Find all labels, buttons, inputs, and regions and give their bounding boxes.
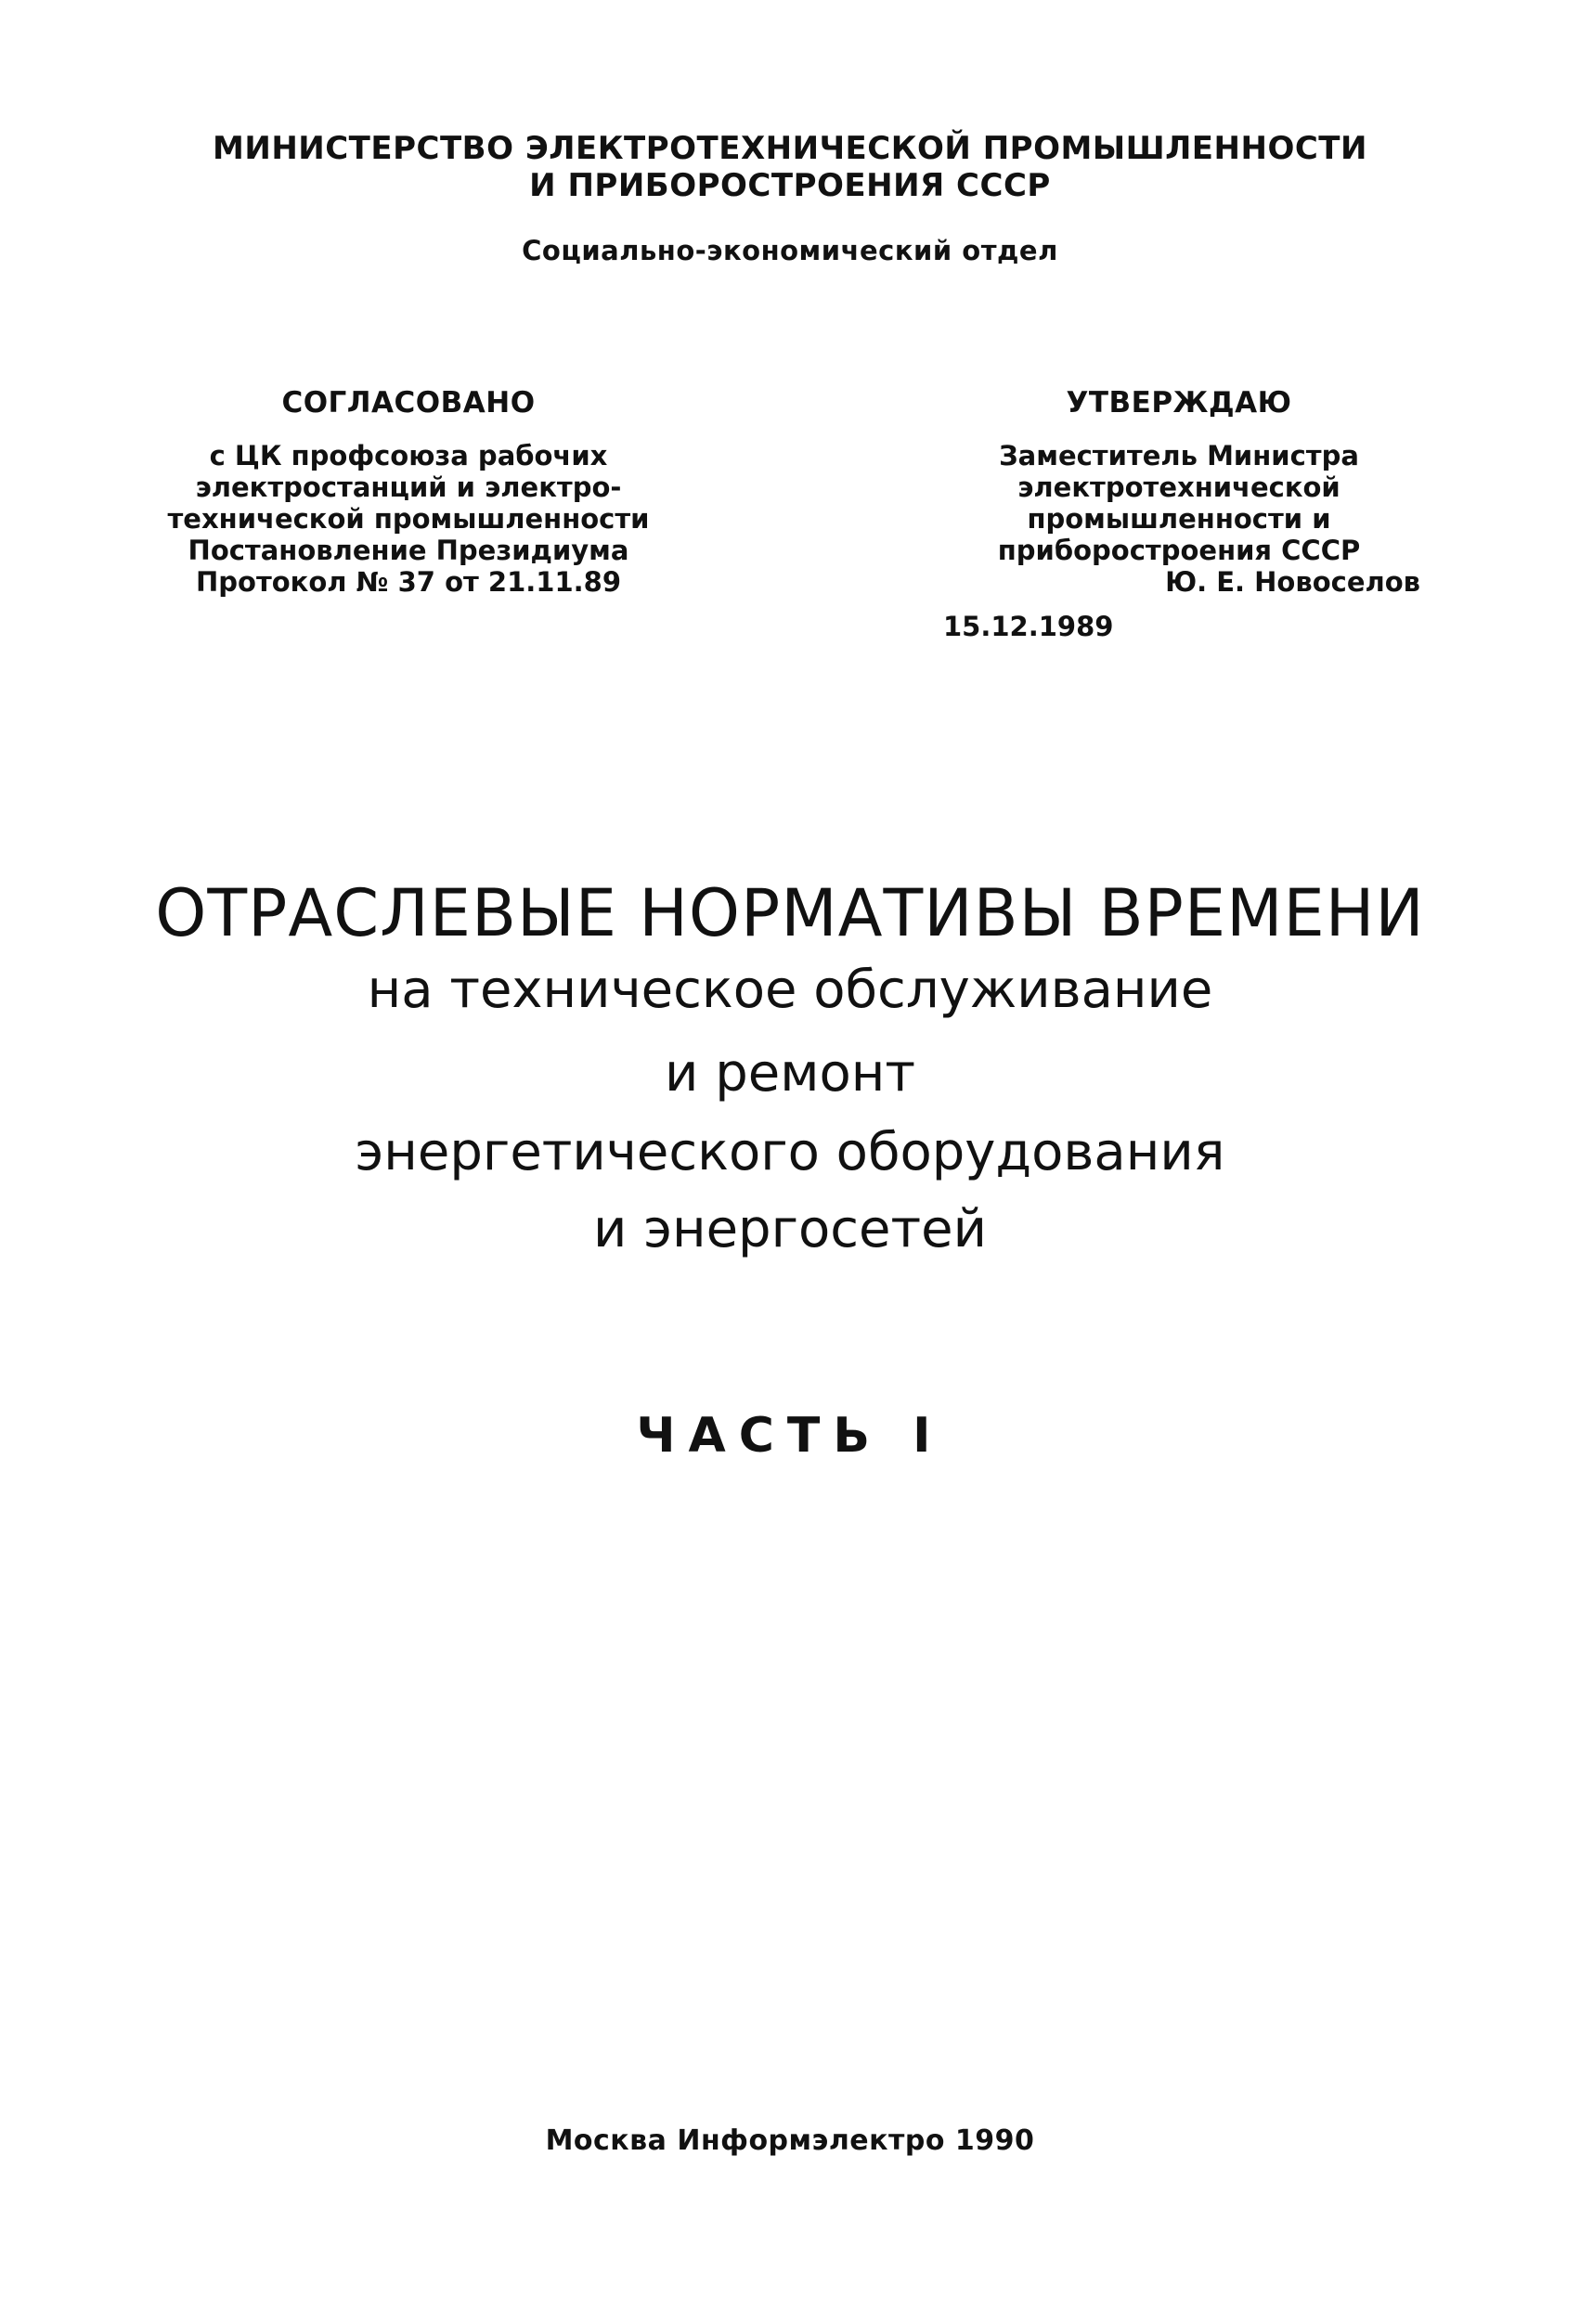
approved-line: промышленности и: [1027, 503, 1331, 535]
agreed-line: технической промышленности: [167, 503, 650, 535]
agreed-line: Протокол № 37 от 21.11.89: [196, 566, 621, 598]
document-subtitle-line: и энергосетей: [593, 1199, 987, 1259]
document-subtitle-line: и ремонт: [665, 1043, 915, 1104]
agreed-line: с ЦК профсоюза рабочих: [209, 440, 608, 471]
document-subtitle-line: энергетического оборудования: [355, 1122, 1225, 1182]
approver-name: Ю. Е. Новоселов: [1165, 566, 1420, 598]
publisher-imprint: Москва Информэлектро 1990: [545, 2124, 1035, 2157]
agreed-line: электростанций и электро-: [195, 471, 622, 503]
approval-date: 15.12.1989: [943, 611, 1114, 642]
approved-heading: УТВЕРЖДАЮ: [1066, 386, 1292, 420]
approved-line: Заместитель Министра: [999, 440, 1359, 471]
ministry-line-2: И ПРИБОРОСТРОЕНИЯ СССР: [529, 167, 1051, 204]
agreed-line: Постановление Президиума: [188, 535, 629, 566]
part-number: ЧАСТЬ I: [636, 1408, 944, 1464]
department-name: Социально-экономический отдел: [522, 235, 1058, 266]
approved-line: приборостроения СССР: [997, 535, 1361, 566]
agreed-block: [149, 384, 668, 598]
ministry-line-1: МИНИСТЕРСТВО ЭЛЕКТРОТЕХНИЧЕСКОЙ ПРОМЫШЛЕННОСТИ: [213, 130, 1367, 167]
document-title: ОТРАСЛЕВЫЕ НОРМАТИВЫ ВРЕМЕНИ: [155, 875, 1425, 951]
agreed-heading: СОГЛАСОВАНО: [281, 386, 536, 420]
ministry-header: [0, 130, 1580, 204]
approved-block: [938, 384, 1420, 598]
approved-line: электротехнической: [1017, 471, 1340, 503]
document-subtitle-line: на техническое обслуживание: [367, 960, 1213, 1020]
